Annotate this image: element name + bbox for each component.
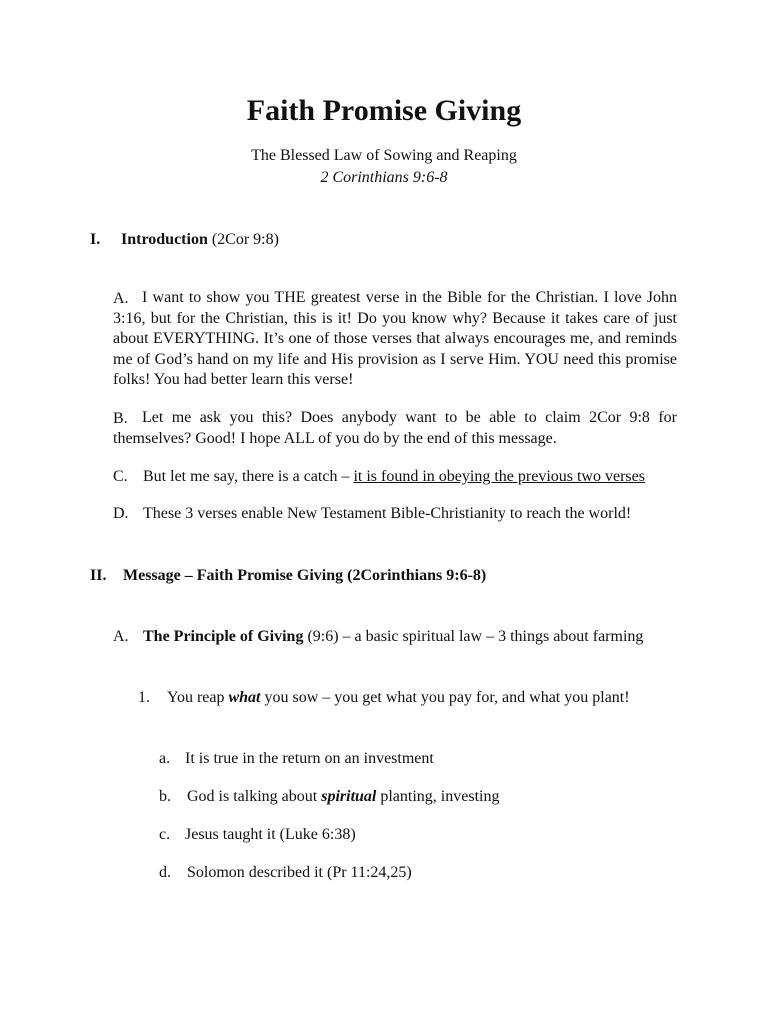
subpoint-b-emphasis: spiritual bbox=[321, 788, 377, 805]
document-subtitle: The Blessed Law of Sowing and Reaping bbox=[251, 147, 517, 164]
item-a-letter: A. bbox=[113, 290, 129, 307]
subpoint-b-text bbox=[187, 788, 499, 806]
subpoint-b-letter: b. bbox=[159, 788, 171, 805]
section-1-reference: (2Cor 9:8) bbox=[211, 231, 279, 248]
subpoint-b-post: planting, investing bbox=[380, 788, 500, 805]
subpoint-c-letter: c. bbox=[159, 826, 171, 843]
item-c-lead: But let me say, there is a catch – bbox=[143, 468, 350, 485]
subpoint-d-text: Solomon described it (Pr 11:24,25) bbox=[187, 864, 412, 881]
section-1-heading bbox=[121, 231, 279, 249]
subsection-a-text bbox=[143, 628, 643, 646]
point-1-post: you sow – you get what you pay for, and what you plant! bbox=[264, 689, 630, 706]
subpoint-a-text: It is true in the return on an investment bbox=[185, 750, 434, 767]
scripture-reference: 2 Corinthians 9:6-8 bbox=[320, 169, 448, 186]
item-b-letter: B. bbox=[113, 410, 128, 427]
section-1-numeral: I. bbox=[90, 231, 101, 248]
subpoint-d-letter: d. bbox=[159, 864, 171, 881]
item-c-letter: C. bbox=[113, 468, 128, 485]
subpoint-a-letter: a. bbox=[159, 750, 171, 767]
subsection-a-heading: The Principle of Giving bbox=[143, 628, 304, 645]
document-title: Faith Promise Giving bbox=[246, 94, 522, 127]
point-1-text bbox=[167, 689, 630, 707]
subsection-a-letter: A. bbox=[113, 628, 129, 645]
item-b-paragraph: Let me ask you this? Does anybody want to be able to claim 2Cor 9:8 for themselves? Good! I hope ALL of you do by the end of this message. bbox=[113, 409, 677, 447]
item-c-text bbox=[143, 468, 645, 486]
point-1-emphasis: what bbox=[228, 689, 261, 706]
item-d-letter: D. bbox=[113, 505, 129, 522]
subsection-a-rest: (9:6) – a basic spiritual law – 3 things about farming bbox=[307, 628, 644, 645]
section-1-title: Introduction bbox=[121, 231, 208, 248]
subpoint-c-text: Jesus taught it (Luke 6:38) bbox=[185, 826, 356, 843]
item-d-text: These 3 verses enable New Testament Bible-Christianity to reach the world! bbox=[143, 505, 632, 522]
item-c-underlined: it is found in obeying the previous two verses bbox=[353, 468, 645, 485]
item-a-paragraph: I want to show you THE greatest verse in the Bible for the Christian. I love John 3:16, but for the Christian, this is it! Do you know why? Because it takes care of just about EVERYTHING. It’s one of those verses that always encourages me, and reminds me of God’s hand on my life and His provision as I serve Him. YOU need this promise folks! You had better learn this verse! bbox=[113, 289, 677, 388]
section-2-numeral: II. bbox=[90, 567, 107, 584]
subpoint-b-pre: God is talking about bbox=[187, 788, 318, 805]
point-1-pre: You reap bbox=[167, 689, 225, 706]
point-1-number: 1. bbox=[138, 689, 150, 706]
section-2-heading: Message – Faith Promise Giving (2Corinthians 9:6-8) bbox=[123, 567, 487, 584]
